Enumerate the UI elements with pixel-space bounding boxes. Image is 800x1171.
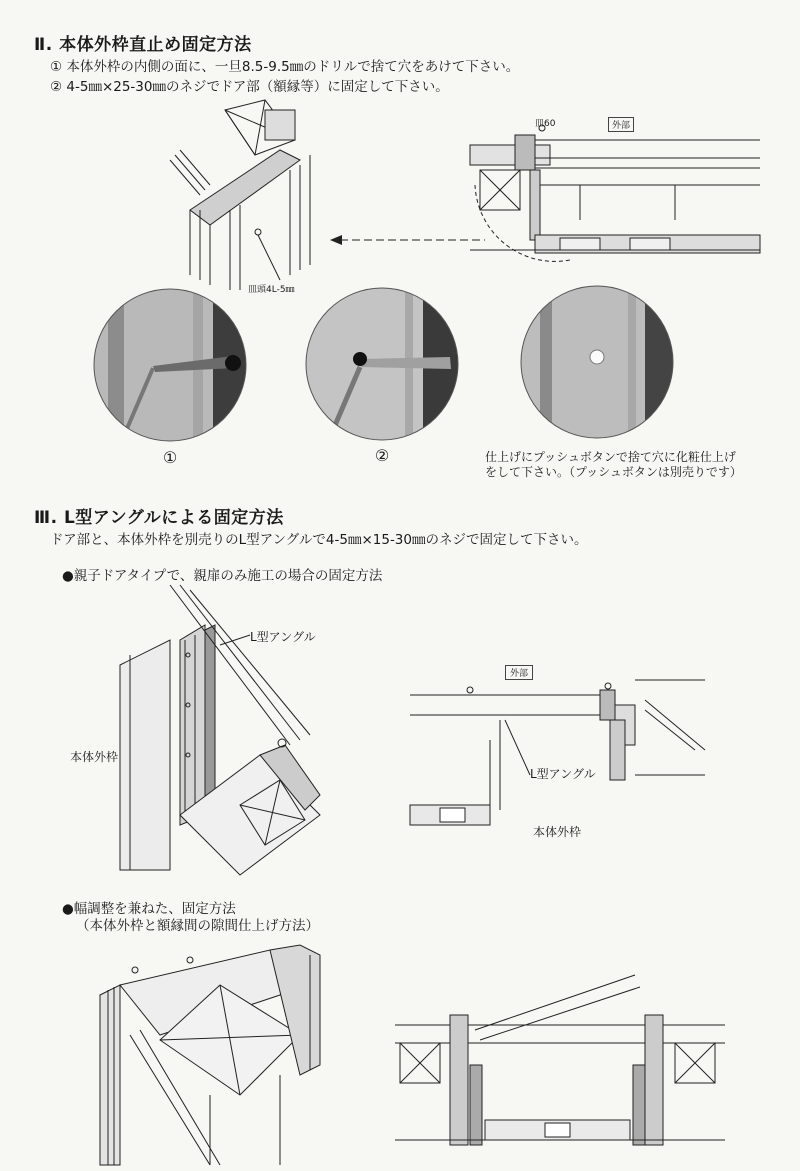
section2-title: Ⅱ. 本体外枠直止め固定方法 bbox=[34, 35, 252, 55]
frame-label-2: 本体外枠 bbox=[533, 825, 582, 839]
outside-label-2: 外部 bbox=[505, 665, 533, 680]
angle-label-2: L型アングル bbox=[530, 767, 596, 781]
case1-title: ●親子ドアタイプで、親扉のみ施工の場合の固定方法 bbox=[62, 568, 383, 584]
photo-hole bbox=[520, 285, 674, 439]
outside-label-1: 外部 bbox=[608, 117, 634, 132]
section2-step1: ① 本体外枠の内側の面に、一旦8.5-9.5㎜のドリルで捨て穴をあけて下さい。 bbox=[50, 59, 520, 75]
cross-section-drawing-2 bbox=[410, 680, 710, 845]
photo-drill bbox=[93, 288, 247, 442]
frame-label: 本体外枠 bbox=[70, 750, 119, 764]
photo-screw bbox=[305, 287, 459, 441]
arrow-left-icon bbox=[330, 230, 490, 250]
note-line2: をして下さい。（プッシュボタンは別売りです） bbox=[485, 465, 742, 479]
case2-subtitle: （本体外枠と額縁間の隙間仕上げ方法） bbox=[76, 918, 319, 934]
note-line1: 仕上げにプッシュボタンで捨て穴に化粧仕上げ bbox=[485, 450, 736, 464]
angle-label: L型アングル bbox=[250, 630, 316, 644]
dim-label: 皿60 bbox=[535, 119, 556, 129]
section2-step2: ② 4-5㎜×25-30㎜のネジでドア部（額縁等）に固定して下さい。 bbox=[50, 79, 449, 95]
case2-title: ●幅調整を兼ねた、固定方法 bbox=[62, 901, 236, 917]
width-adjust-iso-drawing bbox=[100, 945, 340, 1165]
cross-section-drawing-3 bbox=[395, 975, 725, 1160]
photo2-caption: ② bbox=[374, 446, 390, 465]
photo1-caption: ① bbox=[162, 448, 178, 467]
frame-iso-drawing bbox=[170, 100, 330, 300]
cross-section-drawing-1 bbox=[470, 110, 770, 280]
screw-label: 皿頭4L-5㎜ bbox=[248, 285, 295, 295]
section3-title: Ⅲ. L型アングルによる固定方法 bbox=[34, 508, 284, 528]
section3-intro: ドア部と、本体外枠を別売りのL型アングルで4-5㎜×15-30㎜のネジで固定して下さい。 bbox=[50, 532, 588, 548]
